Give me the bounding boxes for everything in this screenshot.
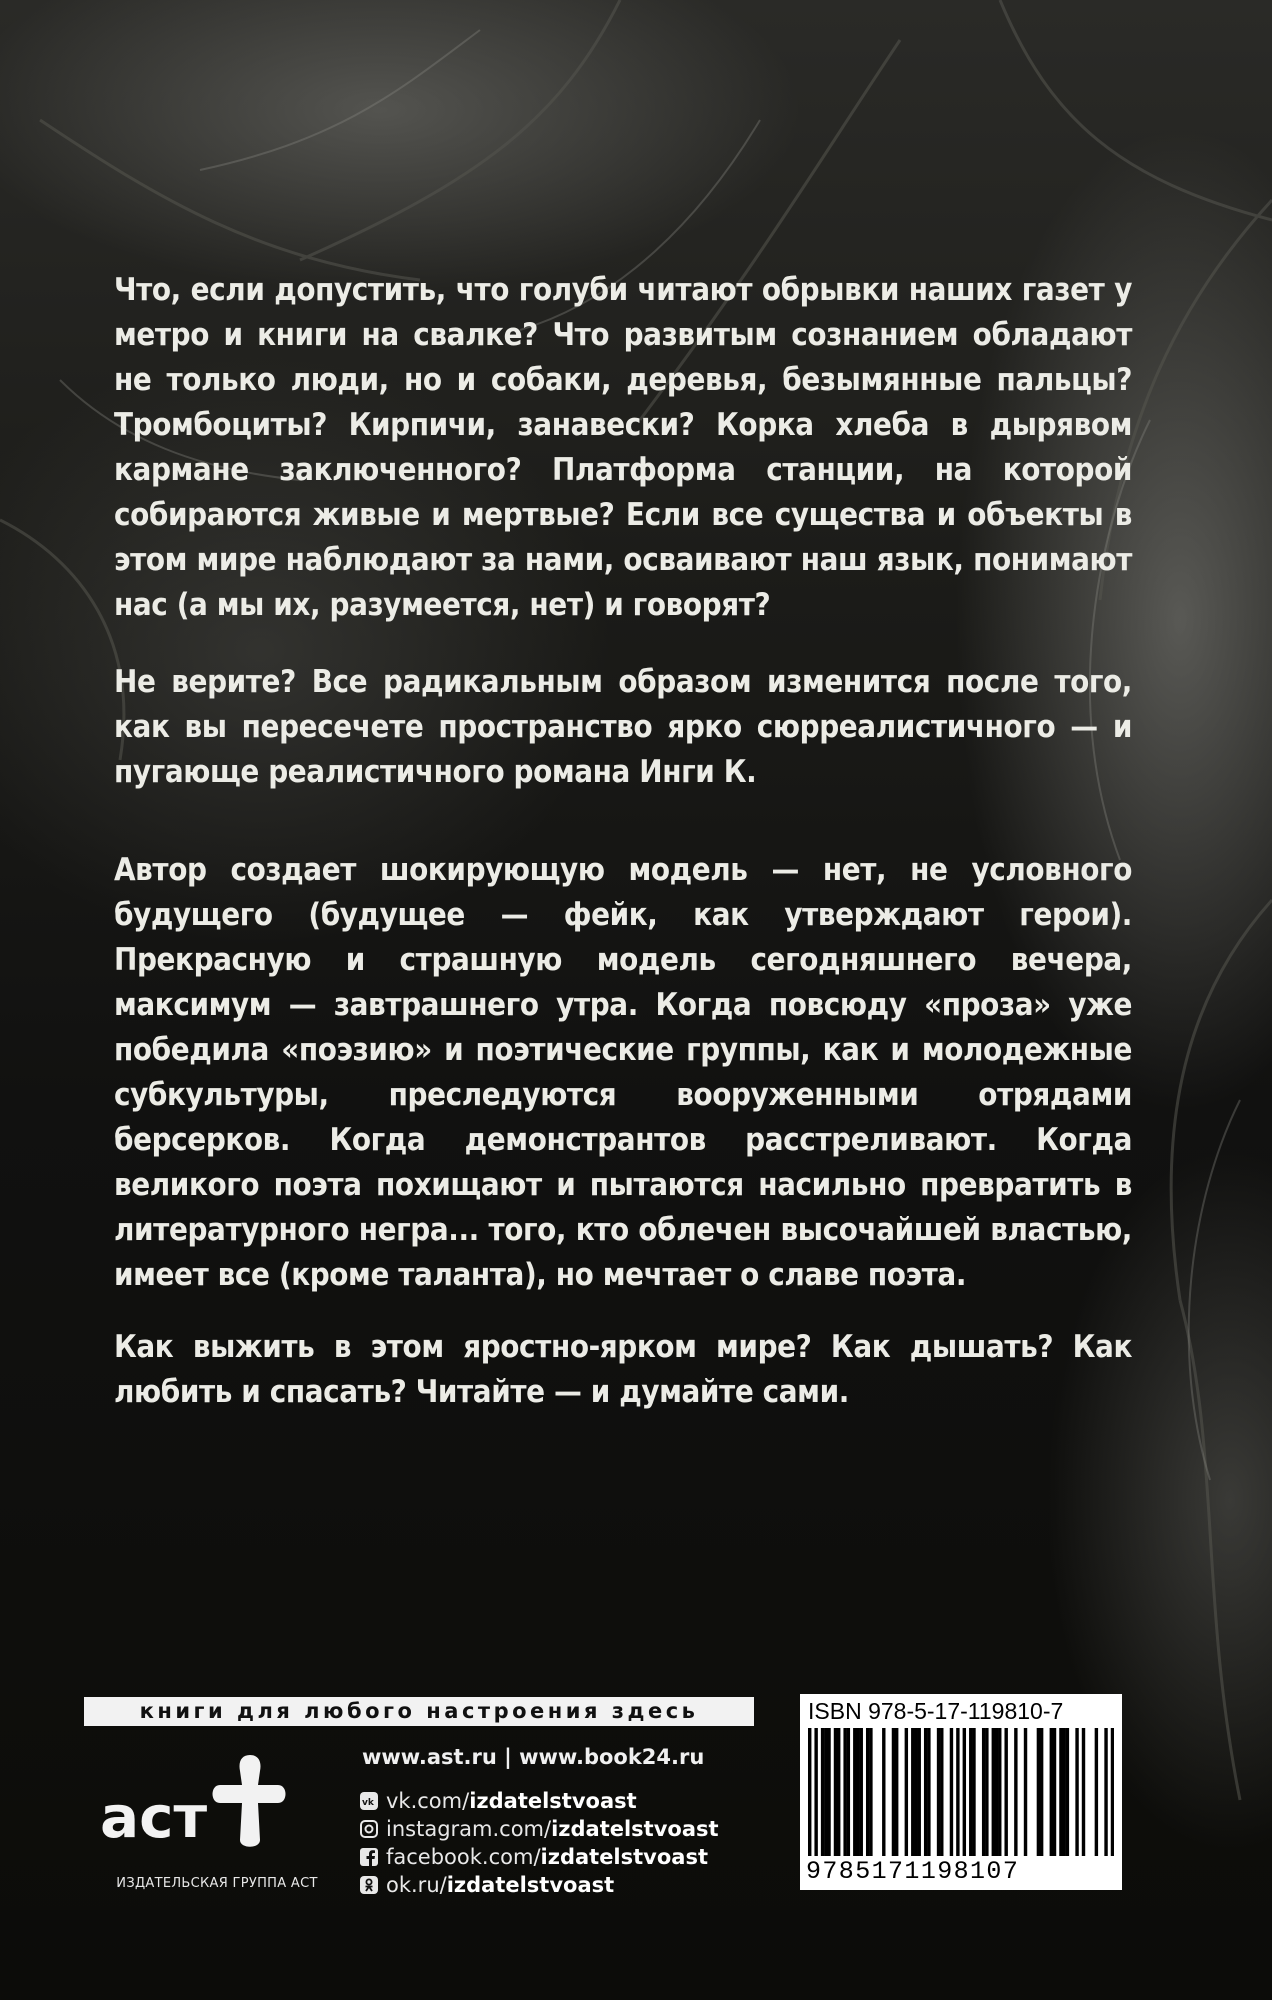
barcode-bar (821, 1728, 824, 1856)
barcode-bar (843, 1728, 846, 1856)
isbn-number: ISBN 978-5-17-119810-7 (808, 1698, 1064, 1724)
social-handle: izdatelstvoast (540, 1845, 708, 1869)
barcode-bar (1066, 1728, 1069, 1856)
social-link-instagram[interactable] (360, 1815, 719, 1843)
barcode-bar (914, 1728, 917, 1856)
social-prefix: instagram.com/ (386, 1817, 552, 1841)
barcode-bar (856, 1728, 859, 1856)
barcode-bar (1111, 1728, 1114, 1856)
barcode-bar (1037, 1728, 1040, 1856)
barcode-bar (905, 1728, 908, 1856)
barcode-bar (1062, 1728, 1065, 1856)
barcode-bar (982, 1728, 985, 1856)
barcode-digits: 9785171198107 (806, 1857, 1020, 1886)
barcode-bar (1004, 1728, 1007, 1856)
barcode-bar (824, 1728, 827, 1856)
cross-icon (213, 1755, 286, 1847)
social-handle: izdatelstvoast (551, 1817, 719, 1841)
barcode-bar (1095, 1728, 1098, 1856)
social-prefix: ok.ru/ (386, 1873, 447, 1897)
blurb-paragraph-2: Не верите? Все радикальным образом изменится после того, как вы пересечете пространство ярко сюрреалистичного — и пугающе реалистичного романа Инги К. (114, 664, 1132, 790)
barcode-bar (924, 1728, 927, 1856)
barcode-bar (847, 1728, 850, 1856)
barcode-bar (992, 1728, 995, 1856)
barcode-bar (1104, 1728, 1107, 1856)
barcode-bar (827, 1728, 830, 1856)
barcode-bar (1040, 1728, 1043, 1856)
blurb-paragraph-4: Как выжить в этом яростно-ярком мире? Как дышать? Как любить и спасать? Читайте — и думайте сами. (114, 1329, 1132, 1410)
social-handle: izdatelstvoast (469, 1789, 637, 1813)
barcode-bar (837, 1728, 840, 1856)
barcode-bar (882, 1728, 885, 1856)
barcode-bar (940, 1728, 943, 1856)
barcode-bar (950, 1728, 953, 1856)
social-prefix: facebook.com/ (386, 1845, 541, 1869)
barcode-bar (1024, 1728, 1027, 1856)
instagram-icon (360, 1820, 378, 1838)
barcode-bar (853, 1728, 856, 1856)
social-link-facebook[interactable] (360, 1843, 708, 1871)
barcode-bar (1059, 1728, 1062, 1856)
blurb-paragraph-3: Автор создает шокирующую модель — нет, не условного будущего (будущее — фейк, как утверждают герои). Прекрасную и страшную модель сегодняшнего вечера, максимум — завтрашнего утра. Когда повсюду «проза» уже победила «поэзию» и поэтические группы, как и молодежные субкультуры, преследуются вооруженными отрядами берсерков. Когда демонстрантов расстреливают. Когда великого поэта похищают и пытаются насильно превратить в литературного негра... того, кто облечен высочайшей властью, имеет все (кроме таланта), но мечтает о славе поэта. (114, 852, 1132, 1293)
barcode-bar (956, 1728, 959, 1856)
barcode-bar (1082, 1728, 1085, 1856)
barcode-bar (1053, 1728, 1056, 1856)
isbn-barcode-box (800, 1694, 1122, 1890)
barcode-bar (1050, 1728, 1053, 1856)
barcode-bar (834, 1728, 837, 1856)
barcode-bar (911, 1728, 914, 1856)
publisher-name: ИЗДАТЕЛЬСКАЯ ГРУППА АСТ (116, 1876, 318, 1891)
social-prefix: vk.com/ (386, 1789, 470, 1813)
barcode-bar (963, 1728, 966, 1856)
barcode-bar (866, 1728, 869, 1856)
barcode-bar (972, 1728, 975, 1856)
logo-text: аст (100, 1783, 208, 1851)
barcode-bars (808, 1728, 1114, 1856)
barcode-bar (985, 1728, 988, 1856)
barcode-bar (869, 1728, 872, 1856)
barcode-bar (969, 1728, 972, 1856)
website-links[interactable]: www.ast.ru | www.book24.ru (362, 1745, 705, 1769)
barcode-bar (927, 1728, 930, 1856)
barcode-bar (1014, 1728, 1017, 1856)
odnoklassniki-icon (360, 1876, 378, 1894)
barcode-bar (937, 1728, 940, 1856)
ast-logo (100, 1745, 330, 1855)
barcode-bar (860, 1728, 863, 1856)
svg-text:vk: vk (362, 1798, 374, 1808)
barcode-bar (1075, 1728, 1078, 1856)
social-link-vk[interactable] (360, 1787, 637, 1815)
barcode-bar (892, 1728, 895, 1856)
barcode-bar (814, 1728, 817, 1856)
barcode-bar (895, 1728, 898, 1856)
vk-icon (360, 1792, 378, 1810)
social-handle: izdatelstvoast (446, 1873, 615, 1897)
barcode-bar (995, 1728, 998, 1856)
tagline-banner: книги для любого настроения здесь (84, 1697, 754, 1726)
barcode-bar (998, 1728, 1001, 1856)
blurb-paragraph-1: Что, если допустить, что голуби читают обрывки наших газет у метро и книги на свалке? Что развитым сознанием обладают не только люди, но и собаки, деревья, безымянные пальцы? Тромбоциты? Кирпичи, занавески? Корка хлеба в дырявом кармане заключенного? Платформа станции, на которой собираются живые и мертвые? Если все существа и объекты в этом мире наблюдают за нами, осваивают наш язык, понимают нас (а мы их, разумеется, нет) и говорят? (114, 272, 1132, 623)
barcode-bar (918, 1728, 921, 1856)
facebook-icon (360, 1848, 378, 1866)
barcode-bar (808, 1728, 811, 1856)
social-link-odnoklassniki[interactable] (360, 1871, 614, 1899)
